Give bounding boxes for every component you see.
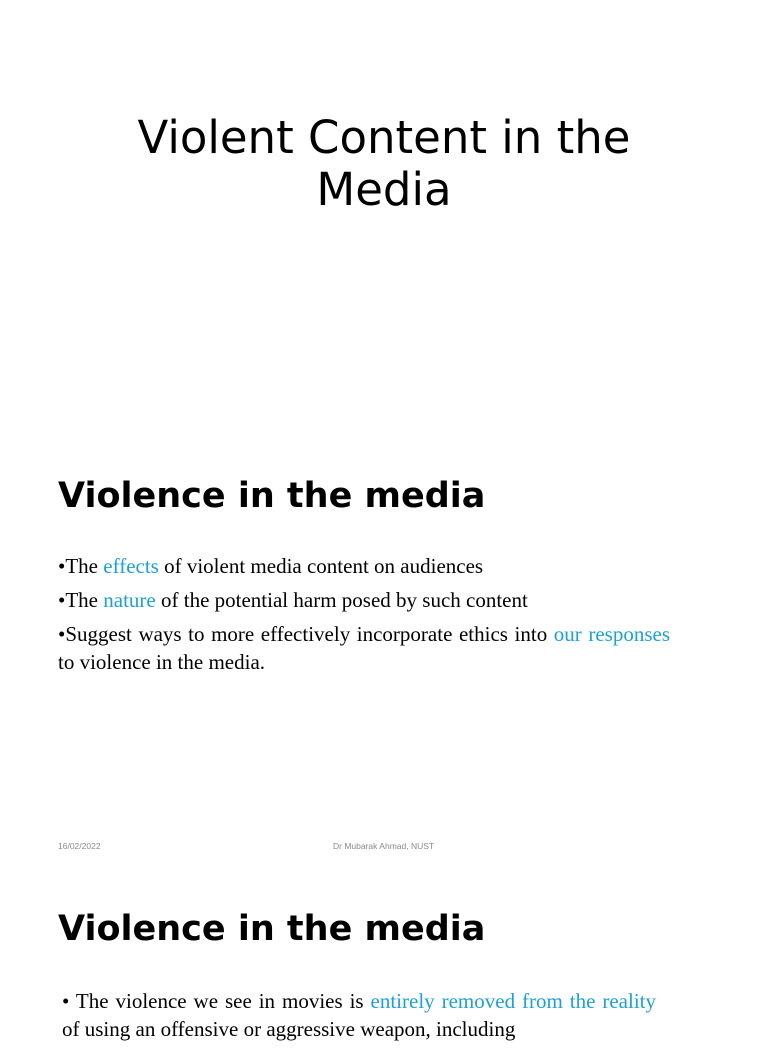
bullet-text: The	[65, 554, 104, 578]
bullet-item	[58, 552, 670, 580]
title-line-2: Media	[316, 163, 452, 216]
bullet-text: to violence in the media.	[58, 650, 266, 674]
bullet-item	[62, 987, 656, 1043]
highlighted-term: nature	[103, 588, 156, 612]
title-line-1: Violent Content in the	[137, 111, 631, 164]
bullet-marker: •	[58, 622, 66, 646]
bullet-marker: •	[58, 554, 66, 578]
bullet-text: Suggest ways to more effectively incorporate ethics into	[65, 622, 554, 646]
bullet-text: of violent media content on audiences	[158, 554, 484, 578]
presentation-title	[0, 112, 768, 216]
highlighted-term: effects	[103, 554, 159, 578]
footer-date: 16/02/2022	[58, 841, 101, 851]
slide-heading: Violence in the media	[58, 476, 486, 516]
bullet-text: The	[65, 588, 104, 612]
content-slide-2	[0, 864, 768, 1041]
footer-author: Dr Mubarak Ahmad, NUST	[333, 841, 435, 851]
title-slide	[0, 0, 768, 432]
bullet-list	[62, 987, 656, 1049]
bullet-text: of the potential harm posed by such content	[155, 588, 528, 612]
highlighted-term: entirely removed from the reality	[370, 989, 656, 1013]
highlighted-term: our responses	[553, 622, 671, 646]
bullet-marker: •	[58, 588, 66, 612]
bullet-marker: •	[62, 989, 70, 1013]
bullet-item	[58, 586, 670, 614]
bullet-list	[58, 552, 670, 682]
bullet-text: The violence we see in movies is	[69, 989, 371, 1013]
slide-heading: Violence in the media	[58, 909, 486, 949]
content-slide-1	[0, 432, 768, 864]
bullet-item	[58, 620, 670, 676]
bullet-text: of using an offensive or aggressive weapon, including	[62, 1017, 516, 1041]
